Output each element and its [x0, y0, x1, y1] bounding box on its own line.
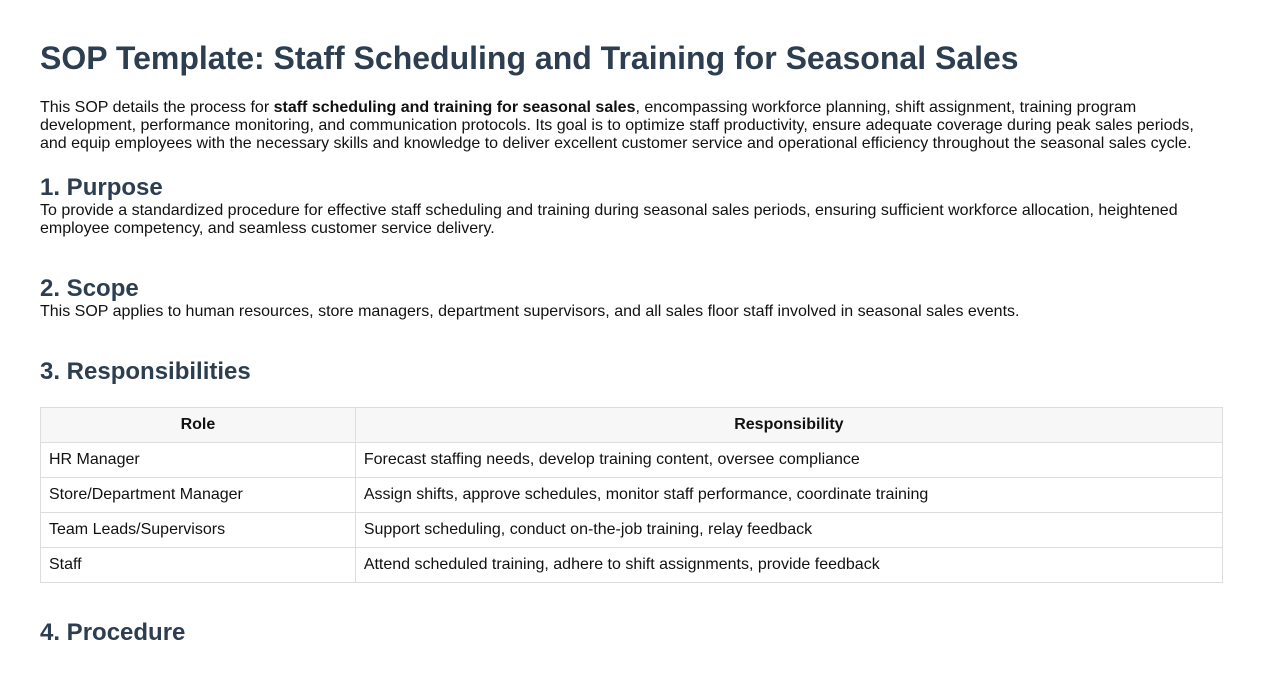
role-cell: Staff — [41, 548, 356, 583]
scope-heading: 2. Scope — [40, 275, 139, 302]
page-title: SOP Template: Staff Scheduling and Training for Seasonal Sales — [40, 40, 1019, 76]
table-row — [41, 443, 1223, 478]
table-header-row — [41, 408, 1223, 443]
header-role: Role — [41, 408, 356, 443]
role-cell: Team Leads/Supervisors — [41, 513, 356, 548]
table-row — [41, 478, 1223, 513]
purpose-heading: 1. Purpose — [40, 174, 163, 201]
responsibility-cell: Support scheduling, conduct on-the-job training, relay feedback — [355, 513, 1222, 548]
intro-text-before: This SOP details the process for — [40, 99, 274, 116]
table-row — [41, 513, 1223, 548]
responsibilities-table — [40, 407, 1223, 583]
role-cell: HR Manager — [41, 443, 356, 478]
procedure-heading: 4. Procedure — [40, 619, 186, 646]
header-responsibility: Responsibility — [355, 408, 1222, 443]
intro-paragraph — [40, 99, 1223, 153]
purpose-text: To provide a standardized procedure for effective staff scheduling and training during seasonal sales periods, ensuring sufficient workforce allocation, heightened employee competency, and seamless customer service delivery. — [40, 202, 1178, 237]
responsibility-cell: Assign shifts, approve schedules, monitor staff performance, coordinate training — [355, 478, 1222, 513]
responsibility-cell: Attend scheduled training, adhere to shift assignments, provide feedback — [355, 548, 1222, 583]
role-cell: Store/Department Manager — [41, 478, 356, 513]
intro-text-after: , encompassing workforce planning, shift assignment, training program development, performance monitoring, and communication protocols. Its goal is to optimize staff productivity, ensure adequate coverage during peak sales periods, and equip employees with the necessary skills and knowledge to deliver excellent customer service and operational efficiency throughout the seasonal sales cycle. — [40, 99, 1194, 152]
responsibilities-heading: 3. Responsibilities — [40, 358, 251, 385]
scope-text: This SOP applies to human resources, store managers, department supervisors, and all sales floor staff involved in seasonal sales events. — [40, 303, 1020, 320]
responsibility-cell: Forecast staffing needs, develop training content, oversee compliance — [355, 443, 1222, 478]
table-row — [41, 548, 1223, 583]
intro-bold-text: staff scheduling and training for seasonal sales — [273, 99, 636, 116]
